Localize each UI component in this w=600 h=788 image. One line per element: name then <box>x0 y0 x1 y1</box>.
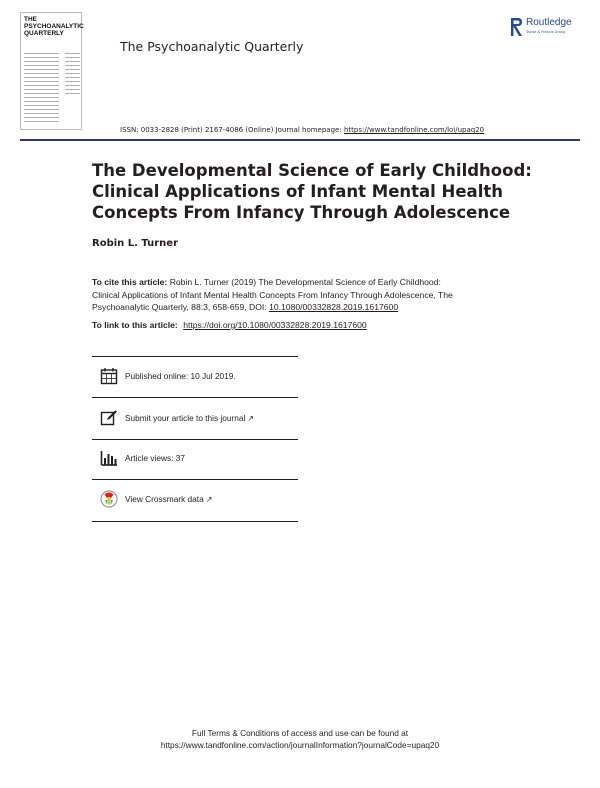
crossmark-row[interactable] <box>100 490 212 508</box>
article-title-line: Concepts From Infancy Through Adolescence <box>92 203 511 222</box>
citation-label: To cite this article: <box>92 277 168 287</box>
crossmark-text[interactable]: View Crossmark data <box>125 494 204 504</box>
journal-title[interactable]: The Psychoanalytic Quarterly <box>120 39 304 54</box>
article-doi-url[interactable]: https://doi.org/10.1080/00332828.2019.1617600 <box>183 320 367 330</box>
citation-block <box>92 276 552 314</box>
article-title-line: Clinical Applications of Infant Mental Health <box>92 182 503 201</box>
submit-article-text[interactable]: Submit your article to this journal <box>125 413 246 423</box>
edit-icon <box>100 409 118 427</box>
cover-title-line: THE <box>24 16 37 23</box>
submit-article-row[interactable] <box>100 409 254 427</box>
citation-text: Robin L. Turner (2019) The Developmental Science of Early Childhood: <box>169 277 441 287</box>
crossmark-icon <box>100 490 118 508</box>
article-link-label: To link to this article: <box>92 320 178 330</box>
routledge-r-icon <box>510 16 524 38</box>
external-link-icon: ↗ <box>205 495 213 504</box>
journal-cover-thumbnail[interactable] <box>20 12 82 130</box>
journal-homepage-link[interactable]: https://www.tandfonline.com/loi/upaq20 <box>343 126 485 134</box>
external-link-icon: ↗ <box>247 414 255 423</box>
terms-footer <box>0 727 600 751</box>
article-views-row <box>100 449 185 467</box>
calendar-icon <box>100 367 118 385</box>
doi-link[interactable]: 10.1080/00332828.2019.1617600 <box>269 302 399 312</box>
publisher-tagline: Taylor & Francis Group <box>526 30 566 34</box>
footer-terms-link[interactable]: https://www.tandfonline.com/action/journalInformation?journalCode=upaq20 <box>160 740 440 750</box>
bar-chart-icon <box>100 449 118 467</box>
cover-title-line: PSYCHOANALYTIC <box>24 23 84 30</box>
article-views: Article views: 37 <box>125 453 185 463</box>
published-row <box>100 367 236 385</box>
cover-contents-lines <box>24 53 59 125</box>
header-divider <box>20 139 580 141</box>
publisher-logo[interactable] <box>510 16 590 40</box>
info-divider <box>92 397 298 398</box>
cover-title-line: QUARTERLY <box>24 30 64 37</box>
crossmark-link[interactable] <box>125 494 212 504</box>
issn-text: ISSN: 0033-2828 (Print) 2167-4086 (Online) Journal homepage: <box>120 126 342 134</box>
author-name: Robin L. Turner <box>92 238 179 249</box>
citation-text: Psychoanalytic Quarterly, 88:3, 658-659, DOI: <box>92 302 267 312</box>
footer-text: Full Terms & Conditions of access and use can be found at <box>191 728 409 738</box>
info-divider <box>92 479 298 480</box>
cover-title <box>24 16 84 37</box>
info-divider <box>92 356 298 357</box>
article-title-line: The Developmental Science of Early Childhood: <box>92 161 532 180</box>
issn-line <box>120 126 484 134</box>
citation-text: Clinical Applications of Infant Mental Health Concepts From Infancy Through Adolescence, The <box>92 289 453 300</box>
submit-article-link[interactable] <box>125 413 254 423</box>
info-divider <box>92 439 298 440</box>
info-divider <box>92 521 298 522</box>
publisher-name: Routledge <box>526 17 572 28</box>
article-link-line <box>92 320 367 330</box>
cover-side-column <box>65 53 80 97</box>
published-date: Published online: 10 Jul 2019. <box>125 371 236 381</box>
article-title <box>92 160 532 223</box>
